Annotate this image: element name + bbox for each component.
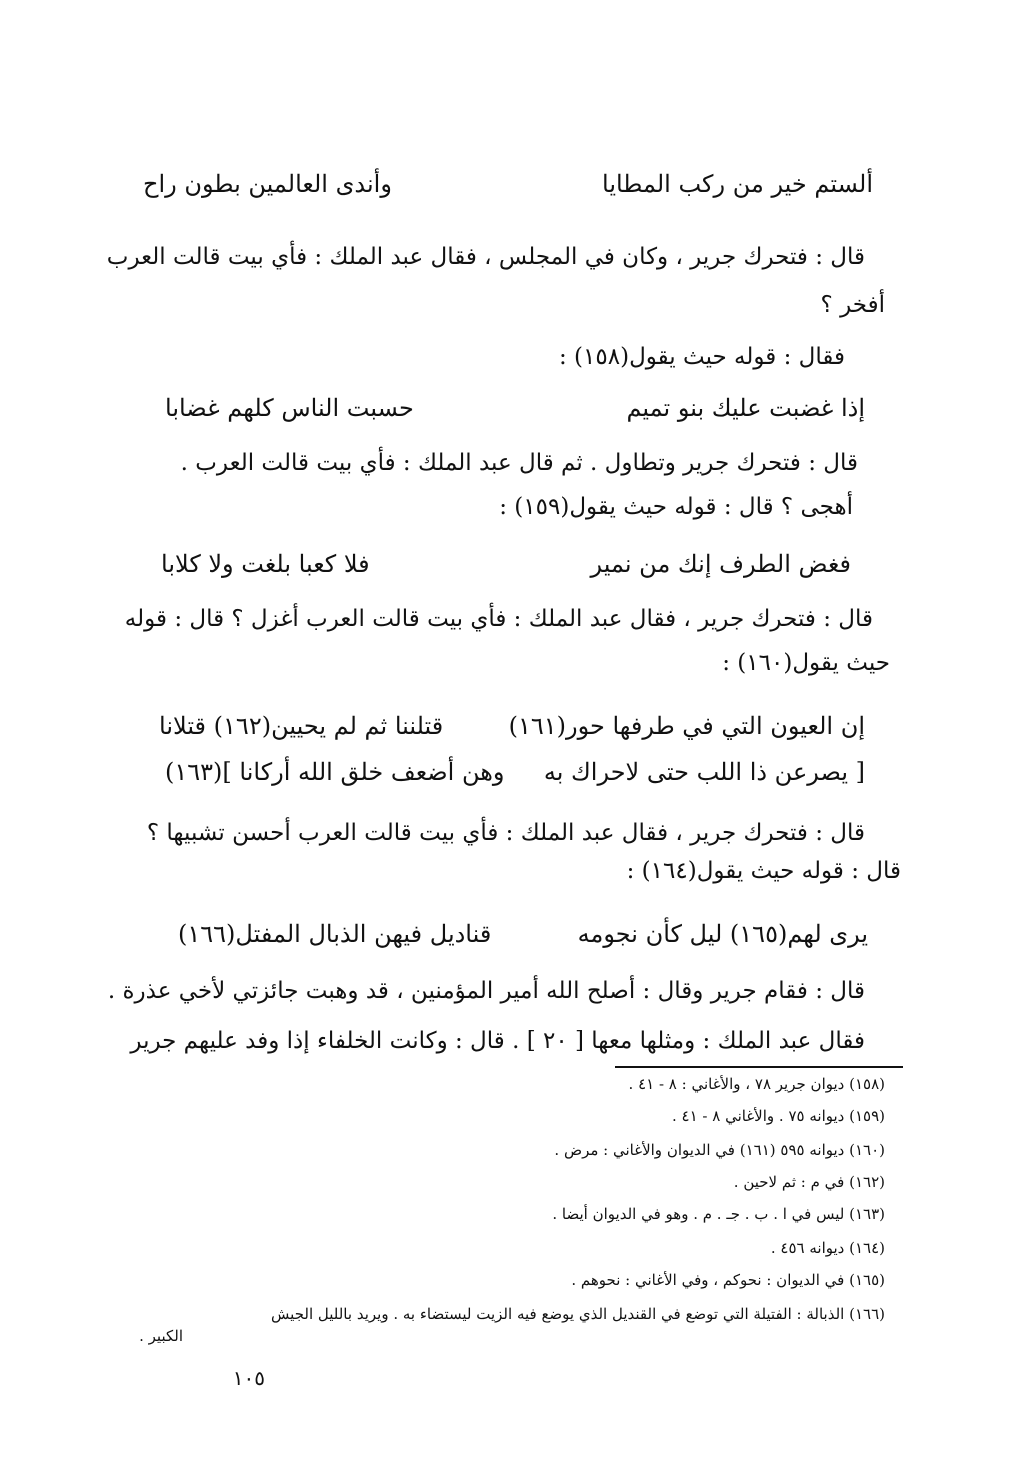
- prose-line: قال : فتحرك جرير ، فقال عبد الملك : فأي بيت قالت العرب أغزل ؟ قال : قوله: [124, 606, 873, 632]
- verse-first-hemistich: يرى لهم(١٦٥) ليل كأن نجومه: [577, 920, 868, 948]
- footnote: (١٦٥) في الديوان : نحوكم ، وفي الأغاني : نحوهم .: [571, 1271, 885, 1289]
- prose-line: أفخر ؟: [820, 292, 885, 318]
- verse-first-hemistich: إن العيون التي في طرفها حور(١٦١): [508, 712, 865, 740]
- verse-second-hemistich: وأندى العالمين بطون راح: [143, 170, 392, 198]
- footnote: (١٦٦) الذبالة : الفتيلة التي توضع في القنديل الذي يوضع فيه الزيت ليستضاء به . ويريد بالليل الجيش: [271, 1305, 885, 1323]
- verse-second-hemistich: قناديل فيهن الذبال المفتل(١٦٦): [178, 920, 492, 948]
- footnote: (١٦٢) في م : ثم لاحين .: [733, 1173, 885, 1191]
- prose-line: قال : فتحرك جرير ، وكان في المجلس ، فقال عبد الملك : فأي بيت قالت العرب: [106, 244, 865, 270]
- footnote: الكبير .: [139, 1327, 183, 1345]
- footnote: (١٦٣) ليس في ا . ب . جـ . م . وهو في الديوان أيضا .: [552, 1205, 885, 1223]
- verse-first-hemistich: [ يصرعن ذا اللب حتى لاحراك به: [543, 758, 865, 786]
- footnote-rule: [615, 1066, 903, 1068]
- verse-first-hemistich: فغض الطرف إنك من نمير: [590, 550, 851, 578]
- prose-line: فقال عبد الملك : ومثلها معها [ ٢٠ ] . قال : وكانت الخلفاء إذا وفد عليهم جرير: [130, 1028, 865, 1054]
- prose-line: قال : فتحرك جرير وتطاول . ثم قال عبد الملك : فأي بيت قالت العرب .: [180, 450, 858, 476]
- verse-first-hemistich: ألستم خير من ركب المطايا: [602, 170, 873, 198]
- verse-second-hemistich: فلا كعبا بلغت ولا كلابا: [161, 550, 370, 578]
- prose-line: قال : فتحرك جرير ، فقال عبد الملك : فأي بيت قالت العرب أحسن تشبيها ؟: [146, 820, 865, 846]
- verse-first-hemistich: إذا غضبت عليك بنو تميم: [626, 394, 865, 422]
- prose-line: قال : قوله حيث يقول(١٦٤) :: [626, 858, 901, 884]
- prose-line: حيث يقول(١٦٠) :: [722, 650, 890, 676]
- footnote: (١٦٤) ديوانه ٤٥٦ .: [770, 1239, 885, 1257]
- footnote: (١٥٨) ديوان جرير ٧٨ ، والأغاني : ٨ - ٤١ .: [628, 1075, 885, 1093]
- verse-second-hemistich: وهن أضعف خلق الله أركانا ](١٦٣): [165, 758, 505, 786]
- prose-line: فقال : قوله حيث يقول(١٥٨) :: [558, 344, 845, 370]
- prose-line: قال : فقام جرير وقال : أصلح الله أمير المؤمنين ، قد وهبت جائزتي لأخي عذرة .: [107, 978, 865, 1004]
- footnote: (١٥٩) ديوانه ٧٥ . والأغاني ٨ - ٤١ .: [671, 1107, 885, 1125]
- page-number: ١٠٥: [232, 1366, 265, 1390]
- footnote: (١٦٠) ديوانه ٥٩٥ (١٦١) في الديوان والأغاني : مرض .: [554, 1141, 885, 1159]
- verse-second-hemistich: قتلننا ثم لم يحيين(١٦٢) قتلانا: [159, 712, 444, 740]
- verse-second-hemistich: حسبت الناس كلهم غضابا: [165, 394, 414, 422]
- prose-line: أهجى ؟ قال : قوله حيث يقول(١٥٩) :: [499, 494, 853, 520]
